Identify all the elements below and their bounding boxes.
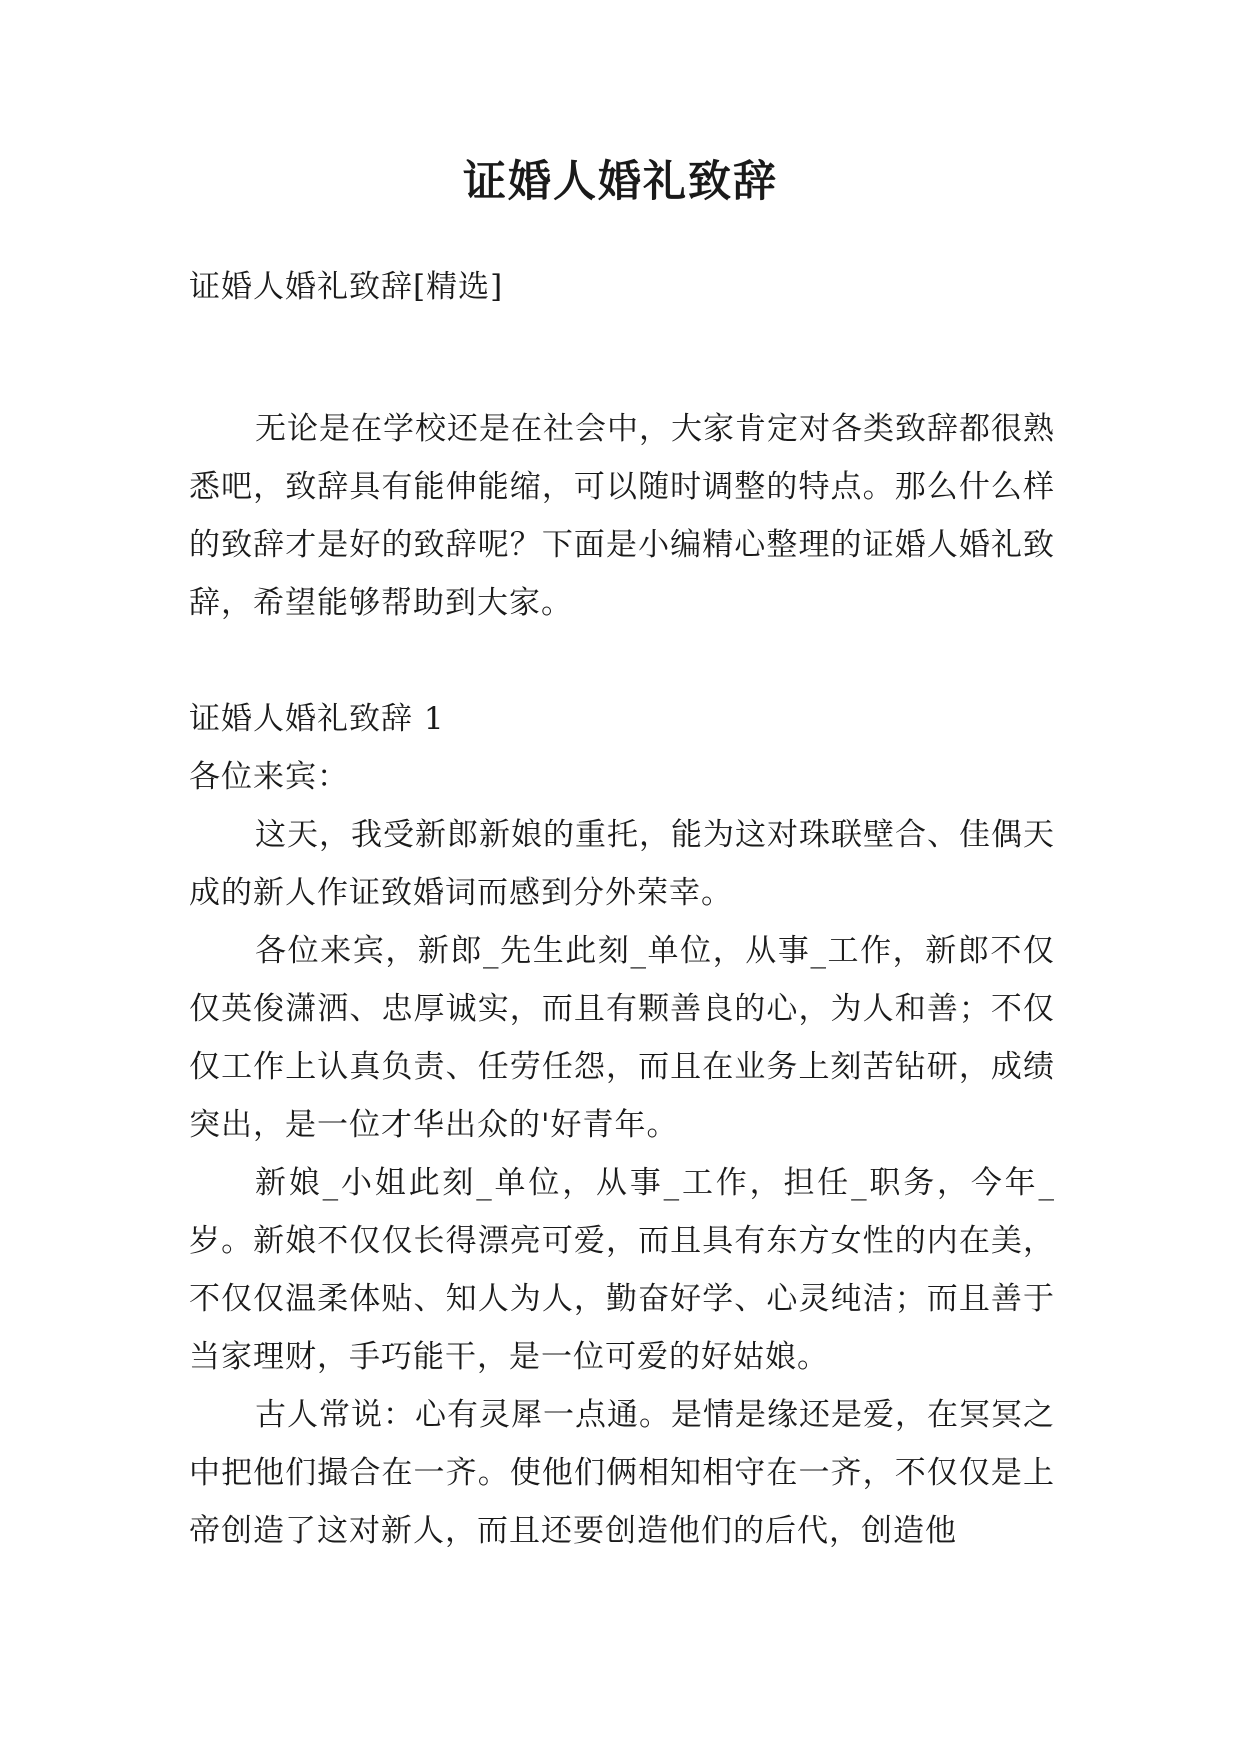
salutation: 各位来宾： <box>189 759 349 795</box>
body-paragraph-4: 古人常说：心有灵犀一点通。是情是缘还是爱，在冥冥之中把他们撮合在一齐。使他们俩相知相守在一齐，不仅仅是上帝创造了这对新人，而且还要创造他们的后代，创造他 <box>189 1397 1055 1549</box>
intro-paragraph: 无论是在学校还是在社会中，大家肯定对各类致辞都很熟悉吧，致辞具有能伸能缩，可以随时调整的特点。那么什么样的致辞才是好的致辞呢？下面是小编精心整理的证婚人婚礼致辞，希望能够帮助到大家。 <box>189 411 1055 621</box>
body-paragraph-2: 各位来宾，新郎_先生此刻_单位，从事_工作，新郎不仅仅英俊潇洒、忠厚诚实，而且有颗善良的心，为人和善；不仅仅工作上认真负责、任劳任怨，而且在业务上刻苦钻研，成绩突出，是一位才华出众的'好青年。 <box>189 933 1055 1143</box>
body-paragraph-1: 这天，我受新郎新娘的重托，能为这对珠联壁合、佳偶天成的新人作证致婚词而感到分外荣幸。 <box>189 817 1055 911</box>
speech-section <box>189 690 1055 1560</box>
subtitle-text: 证婚人婚礼致辞[精选] <box>189 269 504 305</box>
document-subtitle <box>189 258 1055 316</box>
section-heading: 证婚人婚礼致辞 1 <box>189 701 445 737</box>
intro-block <box>189 400 1055 632</box>
document-title: 证婚人婚礼致辞 <box>463 157 778 207</box>
body-paragraph-3: 新娘_小姐此刻_单位，从事_工作，担任_职务，今年_岁。新娘不仅仅长得漂亮可爱，而且具有东方女性的内在美，不仅仅温柔体贴、知人为人，勤奋好学、心灵纯洁；而且善于当家理财，手巧能干，是一位可爱的好姑娘。 <box>189 1165 1055 1375</box>
